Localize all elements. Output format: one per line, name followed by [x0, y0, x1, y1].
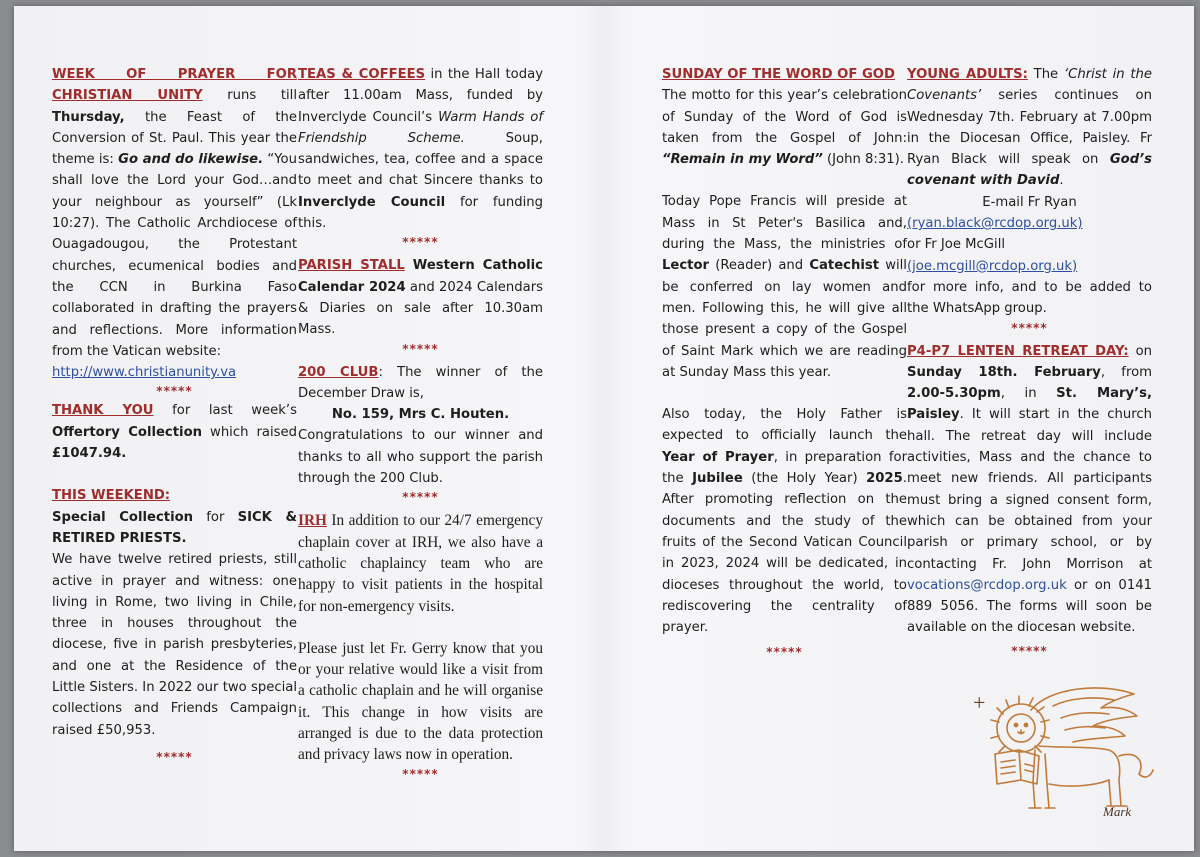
- special-collection-paragraph: Special Collection for SICK & RETIRED PRIESTS.: [52, 509, 297, 546]
- separator-stars: *****: [1011, 320, 1048, 335]
- column-1: [52, 64, 297, 766]
- thank-you-paragraph: THANK YOU for last week’s Offertory Collection which raised £1047.94.: [52, 403, 297, 462]
- thank-you-heading: THANK YOU: [52, 403, 154, 419]
- separator-stars: *****: [156, 749, 193, 764]
- winged-lion-mark-logo: [969, 684, 1169, 824]
- pope-francis-paragraph: Today Pope Francis will preside at Mass in St Peter's Basilica and, during the Mass, the ministries of Lector (Reader) and Catechist will be conferred on lay women and men. Following this, he will give all those present a copy of the Gospel of Saint Mark which we are reading at Sunday Mass this year.: [662, 194, 907, 380]
- this-weekend-heading: THIS WEEKEND:: [52, 488, 171, 504]
- young-adults-heading: YOUNG ADULTS:: [907, 67, 1028, 82]
- joe-email-link[interactable]: (joe.mcgill@rcdop.org.uk): [907, 258, 1078, 274]
- lenten-retreat-paragraph: P4-P7 LENTEN RETREAT DAY: on Sunday 18th. February, from 2.00-5.30pm, in St. Mary’s, Paisley. It will start in the church hall. The retreat day will include activities, Mass and the chance to meet new friends. All participants must bring a signed consent form, which can be obtained from your parish or primary school, or by contacting Fr. John Morrison at vocations@rcdop.org.uk or on 0141 889 5056. The forms will soon be available on the diocesan website.: [907, 343, 1152, 636]
- bulletin-sheet: [14, 6, 1194, 851]
- 200-club-heading: 200 CLUB: [298, 364, 379, 380]
- logo-caption: Mark: [1103, 804, 1132, 819]
- cross-symbol: +: [973, 690, 986, 715]
- retired-priests-paragraph: We have twelve retired priests, still active in prayer and witness: one living in Rome, two living in Chile, three in houses throughout the diocese, five in parish presbyteries, and one at the Residence of the Little Sisters. In 2022 our two special collections and Friends Campaign raised £50,953.: [52, 552, 297, 738]
- parish-stall-heading: PARISH STALL: [298, 258, 405, 274]
- motto-paragraph: The motto for this year’s celebration of Sunday of the Word of God is taken from the Gospel of John: “Remain in my Word” (John 8:31).: [662, 88, 907, 168]
- 200-club-paragraph: 200 CLUB: The winner of the December Draw is,: [298, 364, 543, 401]
- lenten-retreat-heading: P4-P7 LENTEN RETREAT DAY:: [907, 343, 1129, 359]
- column-3: [662, 64, 907, 661]
- separator-stars: *****: [766, 645, 803, 660]
- vatican-link[interactable]: http://www.christianunity.va: [52, 365, 237, 381]
- teas-paragraph: TEAS & COFFEES in the Hall today after 11.00am Mass, funded by Inverclyde Council’s Warm Hands of Friendship Scheme. Soup, sandwiches, tea, coffee and a space to meet and chat Sincere thanks to Inverclyde Council for funding this.: [298, 67, 543, 232]
- word-of-god-heading: SUNDAY OF THE WORD OF GOD: [662, 67, 895, 82]
- separator-stars: *****: [1011, 643, 1048, 658]
- teas-heading: TEAS & COFFEES: [298, 67, 426, 82]
- parish-stall-paragraph: PARISH STALL Western Catholic Calendar 2024 and 2024 Calendars & Diaries on sale after 10.30am Mass.: [298, 258, 543, 338]
- chaplain-visit-paragraph: Please just let Fr. Gerry know that you or your relative would like a visit from a catholic chaplain and he will organise it. This change in how visits are arranged is due to the data protection and privacy laws now in operation.: [298, 639, 543, 764]
- irh-heading: IRH: [298, 512, 327, 530]
- vocations-email-link[interactable]: vocations@rcdop.org.uk: [907, 577, 1067, 593]
- young-adults-paragraph: YOUNG ADULTS: The ‘Christ in the Covenants’ series continues on Wednesday 7th. February at 7.00pm in the Diocesan Office, Paisley. Fr Ryan Black will speak on God’s covenant with David.: [907, 67, 1153, 189]
- unity-paragraph: WEEK OF PRAYER FOR CHRISTIAN UNITY runs till Thursday, the Feast of the Conversion of St. Paul. This year the theme is: Go and do likewise. “You shall love the Lord your God…and your neighbour as yourself” (Lk 10:27). The Catholic Archdiocese of Ouagadougou, the Protestant churches, ecumenical bodies and the CCN in Burkina Faso collaborated in drafting the prayers and reflections. More information from the Vatican website:: [52, 67, 297, 359]
- draw-winner: No. 159, Mrs C. Houten.: [331, 407, 510, 423]
- year-of-prayer-paragraph: Also today, the Holy Father is expected to officially launch the Year of Prayer, in preparation for the Jubilee (the Holy Year) 2025. After promoting reflection on the documents and the study of the fruits of the Second Vatican Council in 2023, 2024 will be dedicated, in dioceses throughout the world, to rediscovering the centrality of prayer.: [662, 407, 907, 636]
- irh-paragraph: IRH In addition to our 24/7 emergency chaplain cover at IRH, we also have a catholic chaplaincy team who are happy to visit patients in the hospital for non-emergency visits.: [298, 512, 543, 615]
- separator-stars: *****: [402, 490, 439, 505]
- column-2: TEAS & COFFEES in the Hall today after 11.00am Mass, funded by Inverclyde Council’s Warm Hands of Friendship Scheme. Soup, sandwiches, tea, coffee and a space to meet and chat Sincere thanks to Inverclyde Council for funding this. ***** PARISH STALL Western Catholic Calendar 2024 and 2024 Calendars & Diaries on sale after 10.30am Mass. ***** 200 CLUB: The winner of the December Draw is, No. 159, Mrs C. Houten. Congratulations to our winner and thanks to all who support the parish through the 200 Club. ***** IRH In addition to our 24/7 emergency chaplain cover at IRH, we also have a catholic chaplaincy team who are happy to visit patients in the hospital for non-emergency visits. Please just let Fr. Gerry know that you or your relative would like a visit from a catholic chaplain and he will organise it. This change in how visits are arranged is due to the data protection and privacy laws now in operation. *****: [298, 64, 543, 783]
- column-4: YOUNG ADULTS: The ‘Christ in the Covenants’ series continues on Wednesday 7th. February at 7.00pm in the Diocesan Office, Paisley. Fr Ryan Black will speak on God’s covenant with David. E-mail Fr Ryan (ryan.black@rcdop.org.uk) or Fr Joe McGill (joe.mcgill@rcdop.org.uk) for more info, and to be added to the WhatsApp group. ***** P4-P7 LENTEN RETREAT DAY: on Sunday 18th. February, from 2.00-5.30pm, in St. Mary’s, Paisley. It will start in the church hall. The retreat day will include activities, Mass and the chance to meet new friends. All participants must bring a signed consent form, which can be obtained from your parish or primary school, or by contacting Fr. John Morrison at vocations@rcdop.org.uk or on 0141 889 5056. The forms will soon be available on the diocesan website. *****: [907, 64, 1152, 660]
- unity-heading: WEEK OF PRAYER FOR CHRISTIAN UNITY: [52, 67, 297, 104]
- separator-stars: *****: [156, 384, 193, 399]
- separator-stars: *****: [402, 341, 439, 356]
- separator-stars: *****: [402, 235, 439, 250]
- ryan-email-link[interactable]: (ryan.black@rcdop.org.uk): [907, 216, 1083, 232]
- separator-stars: *****: [402, 766, 439, 781]
